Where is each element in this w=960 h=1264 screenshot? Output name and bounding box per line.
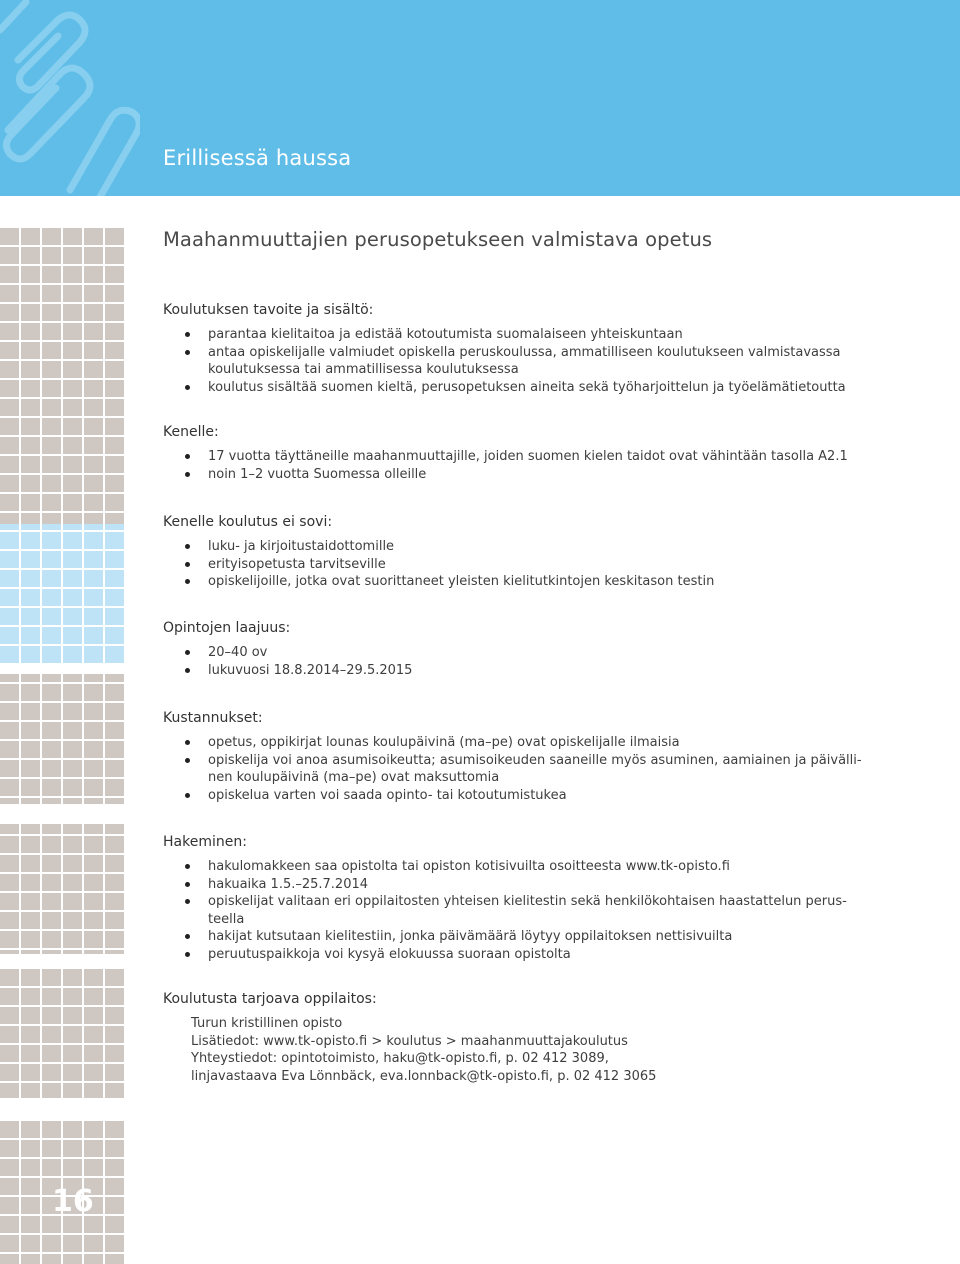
provider-line-rep: linjavastaava Eva Lönnbäck, eva.lonnback@tk-opisto.fi, p. 02 412 3065 bbox=[191, 1068, 657, 1084]
section-label: Kenelle: bbox=[163, 424, 219, 440]
section-label: Hakeminen: bbox=[163, 834, 247, 850]
page-number: 16 bbox=[52, 1184, 94, 1219]
list-item: opiskelua varten voi saada opinto- tai kotoutumistukea bbox=[163, 787, 883, 805]
section-title: Erillisessä haussa bbox=[163, 146, 352, 170]
list-item: koulutus sisältää suomen kieltä, perusopetuksen aineita sekä työharjoittelun ja työelämätietoutta bbox=[163, 379, 883, 397]
section-label: Koulutusta tarjoava oppilaitos: bbox=[163, 991, 377, 1007]
bullet-list bbox=[163, 644, 883, 679]
section-apply bbox=[163, 834, 883, 963]
list-item: erityisopetusta tarvitseville bbox=[163, 556, 883, 574]
list-item: lukuvuosi 18.8.2014–29.5.2015 bbox=[163, 662, 883, 680]
section-goals bbox=[163, 302, 883, 396]
list-item: hakulomakkeen saa opistolta tai opiston kotisivuilta osoitteesta www.tk-opisto.fi bbox=[163, 858, 883, 876]
section-label: Kenelle koulutus ei sovi: bbox=[163, 514, 333, 530]
provider-more-info: Lisätiedot: www.tk-opisto.fi > koulutus > maahanmuuttajakoulutus bbox=[191, 1033, 628, 1049]
bullet-list bbox=[163, 326, 883, 396]
list-item: opiskelija voi anoa asumisoikeutta; asumisoikeuden saaneille myös asuminen, aamiainen ja päivälli-nen koulupäivinä (ma–pe) ovat maksuttomia bbox=[163, 752, 883, 787]
section-provider bbox=[163, 991, 883, 1085]
provider-info bbox=[163, 1015, 883, 1085]
list-item: noin 1–2 vuotta Suomessa olleille bbox=[163, 466, 883, 484]
section-scope bbox=[163, 620, 883, 679]
list-item: 17 vuotta täyttäneille maahanmuuttajille, joiden suomen kielen taidot ovat vähintään tasolla A2.1 bbox=[163, 448, 883, 466]
list-item: 20–40 ov bbox=[163, 644, 883, 662]
list-item: antaa opiskelijalle valmiudet opiskella peruskoulussa, ammatilliseen koulutukseen valmistavassa koulutuksessa tai ammatillisessa koulutuksessa bbox=[163, 344, 883, 379]
main-content bbox=[163, 228, 883, 1084]
list-item: opiskelijat valitaan eri oppilaitosten yhteisen kielitestin sekä henkilökohtaisen haastattelun perus-teella bbox=[163, 893, 883, 928]
decorative-grid bbox=[0, 228, 126, 1264]
bullet-list bbox=[163, 734, 883, 804]
paperclip-decoration bbox=[0, 0, 140, 196]
list-item: hakijat kutsutaan kielitestiin, jonka päivämäärä löytyy oppilaitoksen nettisivuilta bbox=[163, 928, 883, 946]
list-item: hakuaika 1.5.–25.7.2014 bbox=[163, 876, 883, 894]
section-label: Koulutuksen tavoite ja sisältö: bbox=[163, 302, 374, 318]
page-heading: Maahanmuuttajien perusopetukseen valmistava opetus bbox=[163, 228, 713, 251]
list-item: opetus, oppikirjat lounas koulupäivinä (ma–pe) ovat opiskelijalle ilmaisia bbox=[163, 734, 883, 752]
header-band bbox=[0, 0, 960, 196]
list-item: opiskelijoille, jotka ovat suorittaneet yleisten kielitutkintojen keskitason testin bbox=[163, 573, 883, 591]
list-item: luku- ja kirjoitustaidottomille bbox=[163, 538, 883, 556]
section-label: Kustannukset: bbox=[163, 710, 263, 726]
list-item: peruutuspaikkoja voi kysyä elokuussa suoraan opistolta bbox=[163, 946, 883, 964]
section-label: Opintojen laajuus: bbox=[163, 620, 291, 636]
section-not-for bbox=[163, 514, 883, 591]
list-item: parantaa kielitaitoa ja edistää kotoutumista suomalaiseen yhteiskuntaan bbox=[163, 326, 883, 344]
bullet-list bbox=[163, 858, 883, 963]
bullet-list bbox=[163, 448, 883, 483]
section-costs bbox=[163, 710, 883, 804]
provider-contact: Yhteystiedot: opintotoimisto, haku@tk-opisto.fi, p. 02 412 3089, bbox=[191, 1051, 609, 1066]
bullet-list bbox=[163, 538, 883, 591]
section-for-whom bbox=[163, 424, 883, 483]
provider-name: Turun kristillinen opisto bbox=[191, 1016, 343, 1031]
